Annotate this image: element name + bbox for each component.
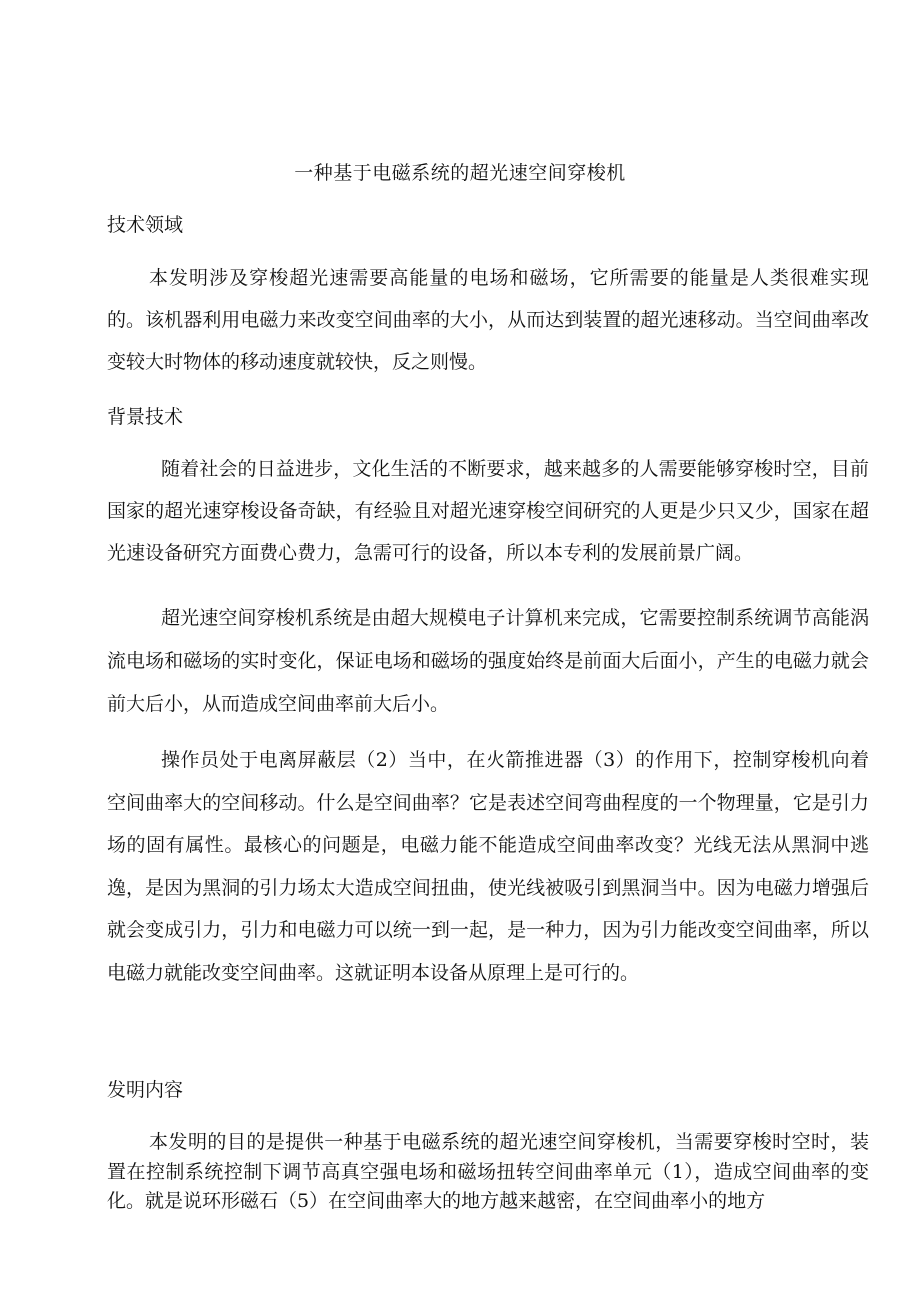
paragraph-background-2: 超光速空间穿梭机系统是由超大规模电子计算机来完成，它需要控制系统调节高能涡流电场和磁场的实时变化，保证电场和磁场的强度始终是前面大后面小，产生的电磁力就会前大后小，从而造成空间曲率前大后小。 — [107, 607, 869, 715]
paragraph-background-3: 操作员处于电离屏蔽层（2）当中，在火箭推进器（3）的作用下，控制穿梭机向着空间曲率大的空间移动。什么是空间曲率？它是表述空间弯曲程度的一个物理量，它是引力场的固有属性。最核心的问题是，电磁力能不能造成空间曲率改变？光线无法从黑洞中逃逸，是因为黑洞的引力场太大造成空间扭曲，使光线被吸引到黑洞当中。因为电磁力增强后就会变成引力，引力和电磁力可以统一到一起，是一种力，因为引力能改变空间曲率，所以电磁力就能改变空间曲率。这就证明本设备从原理上是可行的。 — [107, 749, 869, 984]
section-heading-invention-content: 发明内容 — [107, 1079, 184, 1101]
document-title: 一种基于电磁系统的超光速空间穿梭机 — [294, 162, 626, 184]
section-heading-background: 背景技术 — [107, 406, 184, 428]
section-heading-technical-field: 技术领域 — [107, 214, 184, 236]
paragraph-background-1: 随着社会的日益进步，文化生活的不断要求，越来越多的人需要能够穿梭时空，目前国家的超光速穿梭设备奇缺，有经验且对超光速穿梭空间研究的人更是少只又少，国家在超光速设备研究方面费心费力，急需可行的设备，所以本专利的发展前景广阔。 — [107, 458, 869, 564]
paragraph-invention-content: 本发明的目的是提供一种基于电磁系统的超光速空间穿梭机，当需要穿梭时空时，装置在控制系统控制下调节高真空强电场和磁场扭转空间曲率单元（1），造成空间曲率的变化。就是说环形磁石（5）在空间曲率大的地方越来越密，在空间曲率小的地方 — [107, 1131, 869, 1212]
paragraph-technical-field: 本发明涉及穿梭超光速需要高能量的电场和磁场，它所需要的能量是人类很难实现的。该机器利用电磁力来改变空间曲率的大小，从而达到装置的超光速移动。当空间曲率改变较大时物体的移动速度就较快，反之则慢。 — [107, 267, 869, 373]
